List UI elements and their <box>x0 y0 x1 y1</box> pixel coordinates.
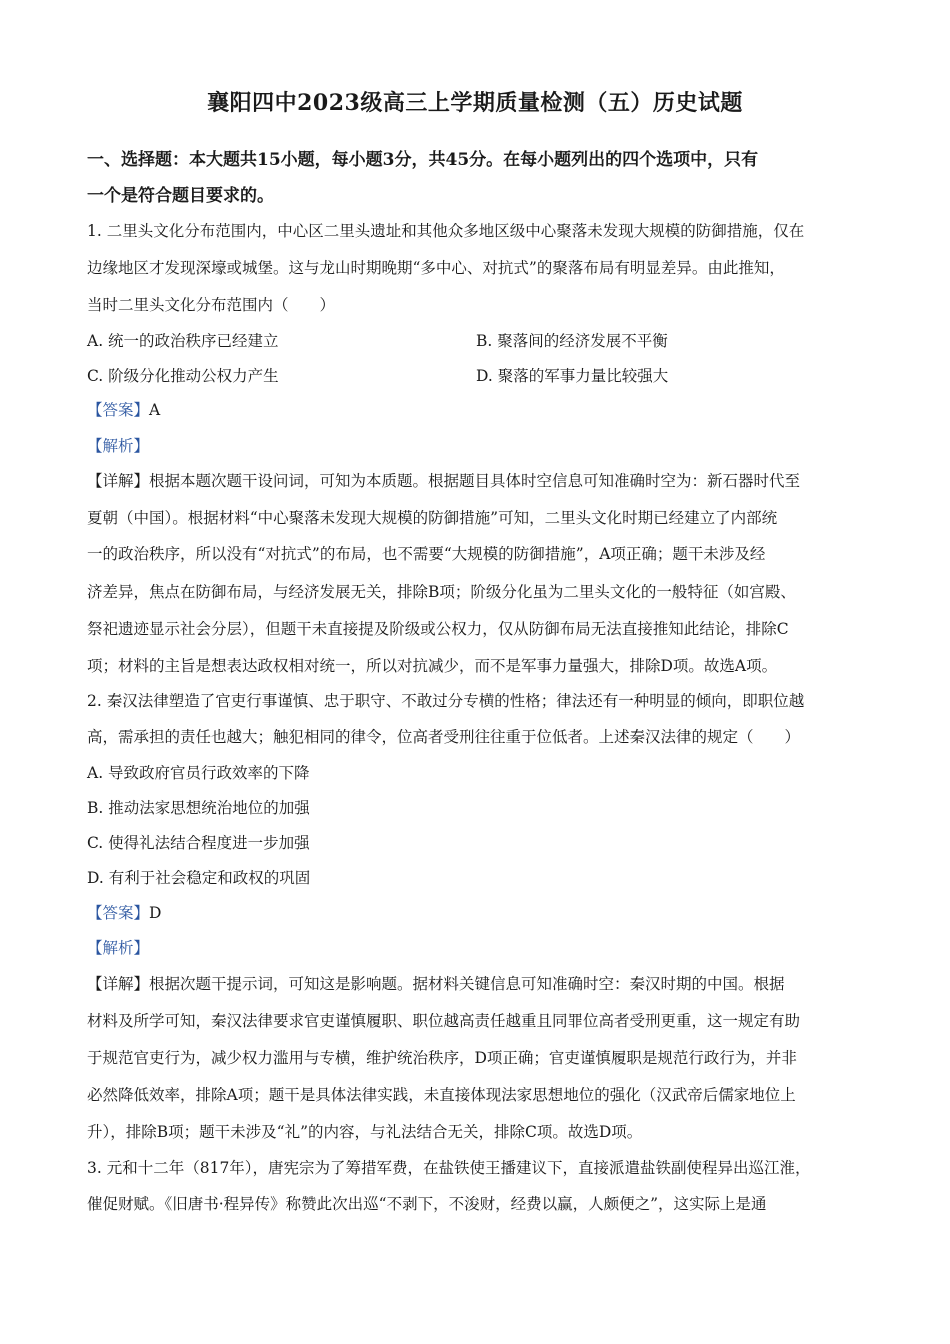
q1-stem-line-2: 边缘地区才发现深壕或城堡。这与龙山时期晚期“多中心、对抗式”的聚落布局有明显差异。由此推知， <box>87 259 785 277</box>
q2-stem-line-2: 高，需承担的责任也越大；触犯相同的律令，位高者受刑往往重于位低者。上述秦汉法律的规定（ ） <box>87 728 801 746</box>
q1-detail-text-1: 根据本题次题干设问词，可知为本质题。根据题目具体时空信息可知准确时空为：新石器时代至 <box>149 472 801 490</box>
q1-detail-line-5: 祭祀遗迹显示社会分层），但题干未直接提及阶级或公权力，仅从防御布局无法直接推知此结论，排除C <box>87 620 789 638</box>
q1-option-d: D. 聚落的军事力量比较强大 <box>476 367 669 385</box>
section-heading-line-1: 一、选择题：本大题共15小题，每小题3分，共45分。在每小题列出的四个选项中，只有 <box>87 150 759 170</box>
q1-detail-line-2: 夏朝（中国）。根据材料“中心聚落未发现大规模的防御措施”可知，二里头文化时期已经建立了内部统 <box>87 509 778 527</box>
q1-detail-line-3: 一的政治秩序，所以没有“对抗式”的布局，也不需要“大规模的防御措施”，A项正确；题干未涉及经 <box>87 545 766 563</box>
q2-option-c: C. 使得礼法结合程度进一步加强 <box>87 834 310 852</box>
q2-detail-line-5: 升），排除B项；题干未涉及“礼”的内容，与礼法结合无关，排除C项。故选D项。 <box>87 1123 643 1141</box>
q1-option-a: A. 统一的政治秩序已经建立 <box>87 332 279 350</box>
q2-detail-line-1 <box>87 972 862 994</box>
q1-detail-line-4: 济差异，焦点在防御布局，与经济发展无关，排除B项；阶级分化虽为二里头文化的一般特征（如宫殿、 <box>87 583 796 601</box>
q2-detail-line-4: 必然降低效率，排除A项；题干是具体法律实践，未直接体现法家思想地位的强化（汉武帝后儒家地位上 <box>87 1086 796 1104</box>
answer-label: 【答案】 <box>87 904 150 922</box>
q2-option-d: D. 有利于社会稳定和政权的巩固 <box>87 869 311 887</box>
analysis-label: 【解析】 <box>87 437 150 455</box>
q1-option-b: B. 聚落间的经济发展不平衡 <box>476 332 668 350</box>
q1-answer-value: A <box>149 401 161 419</box>
q2-option-a: A. 导致政府官员行政效率的下降 <box>87 764 310 782</box>
q2-analysis-label <box>87 936 862 958</box>
q2-answer-value: D <box>149 904 162 922</box>
q2-stem-line-1: 2. 秦汉法律塑造了官吏行事谨慎、忠于职守、不敢过分专横的性格；律法还有一种明显的倾向，即职位越 <box>87 692 805 710</box>
q1-detail-line-1 <box>87 469 862 491</box>
q1-analysis-label <box>87 434 862 456</box>
q1-stem-line-3: 当时二里头文化分布范围内（ ） <box>87 296 336 314</box>
q2-detail-line-2: 材料及所学可知，秦汉法律要求官吏谨慎履职、职位越高责任越重且同罪位高者受刑更重，这一规定有助 <box>87 1012 801 1030</box>
q2-option-b: B. 推动法家思想统治地位的加强 <box>87 799 310 817</box>
analysis-label: 【解析】 <box>87 939 150 957</box>
q2-detail-text-1: 根据次题干提示词，可知这是影响题。据材料关键信息可知准确时空：秦汉时期的中国。根据 <box>149 975 785 993</box>
detail-label: 【详解】 <box>87 472 150 490</box>
answer-label: 【答案】 <box>87 401 150 419</box>
section-heading-line-2: 一个是符合题目要求的。 <box>87 186 274 206</box>
page-title: 襄阳四中2023级高三上学期质量检测（五）历史试题 <box>207 90 743 116</box>
q1-detail-line-6: 项；材料的主旨是想表达政权相对统一，所以对抗减少，而不是军事力量强大，排除D项。故选A项。 <box>87 657 778 675</box>
q1-stem-line-1: 1. 二里头文化分布范围内，中心区二里头遗址和其他众多地区级中心聚落未发现大规模的防御措施，仅在 <box>87 222 805 240</box>
q3-stem-line-1: 3. 元和十二年（817年），唐宪宗为了筹措军费，在盐铁使王播建议下，直接派遣盐铁副使程异出巡江淮， <box>87 1159 811 1177</box>
q2-detail-line-3: 于规范官吏行为，减少权力滥用与专横，维护统治秩序，D项正确；官吏谨慎履职是规范行政行为，并非 <box>87 1049 797 1067</box>
q3-stem-line-2: 催促财赋。《旧唐书·程异传》称赞此次出巡“不剥下，不浚财，经费以赢，人颇便之”，这实际上是通 <box>87 1195 767 1213</box>
q1-option-c: C. 阶级分化推动公权力产生 <box>87 367 279 385</box>
detail-label: 【详解】 <box>87 975 150 993</box>
q2-answer <box>87 901 862 923</box>
q1-answer <box>87 398 862 420</box>
